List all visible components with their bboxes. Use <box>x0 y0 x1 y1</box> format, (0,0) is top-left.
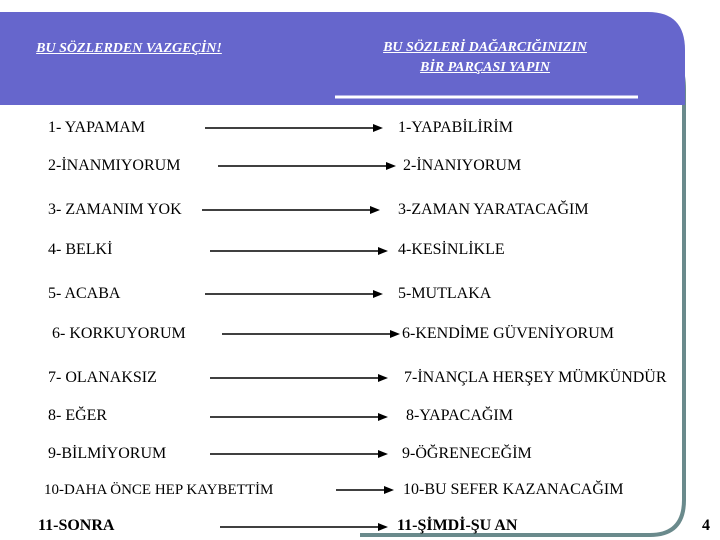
right-phrase-10: 10-BU SEFER KAZANACAĞIM <box>403 481 624 498</box>
arrow-9 <box>210 448 390 460</box>
right-phrase-5: 5-MUTLAKA <box>398 285 492 302</box>
arrow-10 <box>336 484 396 496</box>
left-phrase-2: 2-İNANMIYORUM <box>48 157 181 174</box>
left-phrase-3: 3- ZAMANIM YOK <box>48 201 182 218</box>
left-phrase-10: 10-DAHA ÖNCE HEP KAYBETTİM <box>44 482 274 498</box>
left-phrase-4: 4- BELKİ <box>48 241 113 258</box>
arrow-4 <box>210 245 390 257</box>
arrow-1 <box>205 122 385 134</box>
arrow-11 <box>220 521 400 533</box>
left-phrase-1: 1- YAPAMAM <box>48 119 146 136</box>
right-phrase-9: 9-ÖĞRENECEĞİM <box>402 445 532 462</box>
left-phrase-11: 11-SONRA <box>38 517 115 534</box>
right-phrase-1: 1-YAPABİLİRİM <box>398 119 513 136</box>
arrow-7 <box>210 372 390 384</box>
right-header-title-line1: BU SÖZLERİ DAĞARCIĞINIZIN <box>383 40 587 55</box>
left-phrase-9: 9-BİLMİYORUM <box>48 445 167 462</box>
right-phrase-11: 11-ŞİMDİ-ŞU AN <box>397 517 518 534</box>
arrow-5 <box>205 288 385 300</box>
arrow-2 <box>218 160 398 172</box>
left-phrase-8: 8- EĞER <box>48 407 108 424</box>
right-phrase-6: 6-KENDİME GÜVENİYORUM <box>402 325 614 342</box>
left-header-title: BU SÖZLERDEN VAZGEÇİN! <box>36 41 222 56</box>
left-phrase-7: 7- OLANAKSIZ <box>48 369 157 386</box>
arrow-3 <box>202 204 382 216</box>
left-phrase-5: 5- ACABA <box>48 285 121 302</box>
right-phrase-4: 4-KESİNLİKLE <box>398 241 505 258</box>
page-number: 4 <box>702 517 710 534</box>
right-phrase-8: 8-YAPACAĞIM <box>406 407 513 424</box>
right-phrase-3: 3-ZAMAN YARATACAĞIM <box>398 201 589 218</box>
arrow-8 <box>210 411 390 423</box>
right-phrase-7: 7-İNANÇLA HERŞEY MÜMKÜNDÜR <box>404 369 667 386</box>
arrow-6 <box>222 328 402 340</box>
right-phrase-2: 2-İNANIYORUM <box>403 157 522 174</box>
left-phrase-6: 6- KORKUYORUM <box>52 325 186 342</box>
right-header-title-line2: BİR PARÇASI YAPIN <box>420 60 550 75</box>
